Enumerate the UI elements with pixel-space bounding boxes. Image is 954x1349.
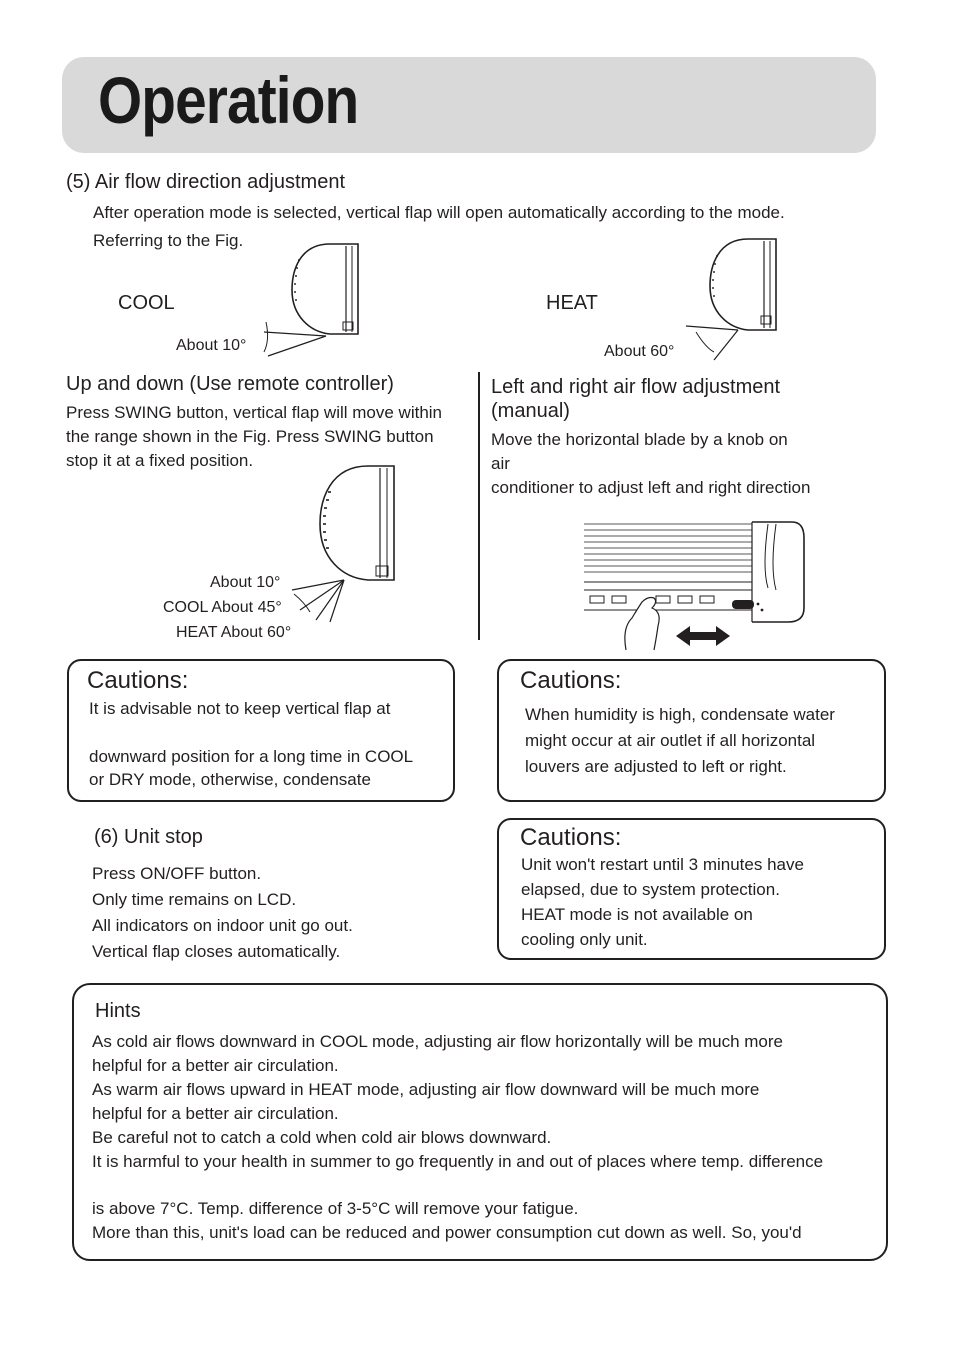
- heat-label: HEAT: [546, 292, 598, 314]
- section5-intro-line: After operation mode is selected, vertical flap will open automatically according to the mode.: [93, 203, 785, 222]
- caution-line: downward position for a long time in COOL: [89, 747, 414, 766]
- hints-title: Hints: [95, 1000, 141, 1022]
- updown-line: Press SWING button, vertical flap will move within: [66, 403, 443, 422]
- updown-heading: Up and down (Use remote controller): [66, 373, 394, 395]
- hints-line: It is harmful to your health in summer to go frequently in and out of places where temp. difference: [92, 1152, 824, 1171]
- unitstop-heading: (6) Unit stop: [94, 826, 203, 848]
- caution-line: When humidity is high, condensate water: [525, 705, 835, 724]
- swing-angle-label: COOL About 45°: [163, 599, 282, 616]
- front-unit-illustration: [582, 518, 808, 654]
- cool-angle-label: About 10°: [176, 337, 247, 354]
- hints-line: helpful for a better air circulation.: [92, 1056, 339, 1075]
- hints-line: Be careful not to catch a cold when cold air blows downward.: [92, 1128, 552, 1147]
- caution-title: Cautions:: [520, 667, 622, 694]
- leftright-line: conditioner to adjust left and right direction: [491, 478, 811, 497]
- caution-line: HEAT mode is not available on: [521, 905, 753, 924]
- heat-angle-label: About 60°: [604, 343, 675, 360]
- leftright-heading: (manual): [491, 400, 570, 422]
- section5-intro-line: Referring to the Fig.: [93, 231, 244, 250]
- unitstop-line: Vertical flap closes automatically.: [92, 942, 341, 961]
- section5-heading: (5) Air flow direction adjustment: [66, 171, 346, 193]
- leftright-line: air: [491, 454, 510, 473]
- unitstop-line: Press ON/OFF button.: [92, 864, 262, 883]
- column-divider: [478, 372, 480, 640]
- hints-line: As cold air flows downward in COOL mode, adjusting air flow horizontally will be much more: [92, 1032, 783, 1051]
- leftright-heading: Left and right air flow adjustment: [491, 376, 781, 398]
- caution-line: might occur at air outlet if all horizontal: [525, 731, 816, 750]
- heat-unit-side-illustration: [680, 236, 790, 366]
- caution-line: cooling only unit.: [521, 930, 648, 949]
- unitstop-line: All indicators on indoor unit go out.: [92, 916, 353, 935]
- hints-line: As warm air flows upward in HEAT mode, adjusting air flow downward will be much more: [92, 1080, 760, 1099]
- hints-line: More than this, unit's load can be reduced and power consumption cut down as well. So, you'd: [92, 1223, 802, 1242]
- updown-line: stop it at a fixed position.: [66, 451, 254, 470]
- swing-angle-label: HEAT About 60°: [176, 624, 292, 641]
- cool-label: COOL: [118, 292, 175, 314]
- hints-line: is above 7°C. Temp. difference of 3-5°C will remove your fatigue.: [92, 1199, 579, 1218]
- updown-line: the range shown in the Fig. Press SWING button: [66, 427, 434, 446]
- unitstop-line: Only time remains on LCD.: [92, 890, 297, 909]
- caution-line: It is advisable not to keep vertical flap at: [89, 699, 391, 718]
- caution-line: Unit won't restart until 3 minutes have: [521, 855, 804, 874]
- leftright-line: Move the horizontal blade by a knob on: [491, 430, 788, 449]
- cool-unit-side-illustration: [250, 240, 370, 360]
- caution-title: Cautions:: [520, 824, 622, 851]
- caution-line: elapsed, due to system protection.: [521, 880, 780, 899]
- caution-title: Cautions:: [87, 667, 189, 694]
- swing-unit-illustration: [290, 462, 410, 622]
- caution-line: louvers are adjusted to left or right.: [525, 757, 787, 776]
- swing-angle-label: About 10°: [210, 574, 281, 591]
- hints-line: helpful for a better air circulation.: [92, 1104, 339, 1123]
- caution-line: or DRY mode, otherwise, condensate: [89, 770, 371, 789]
- page-title: Operation: [98, 63, 359, 137]
